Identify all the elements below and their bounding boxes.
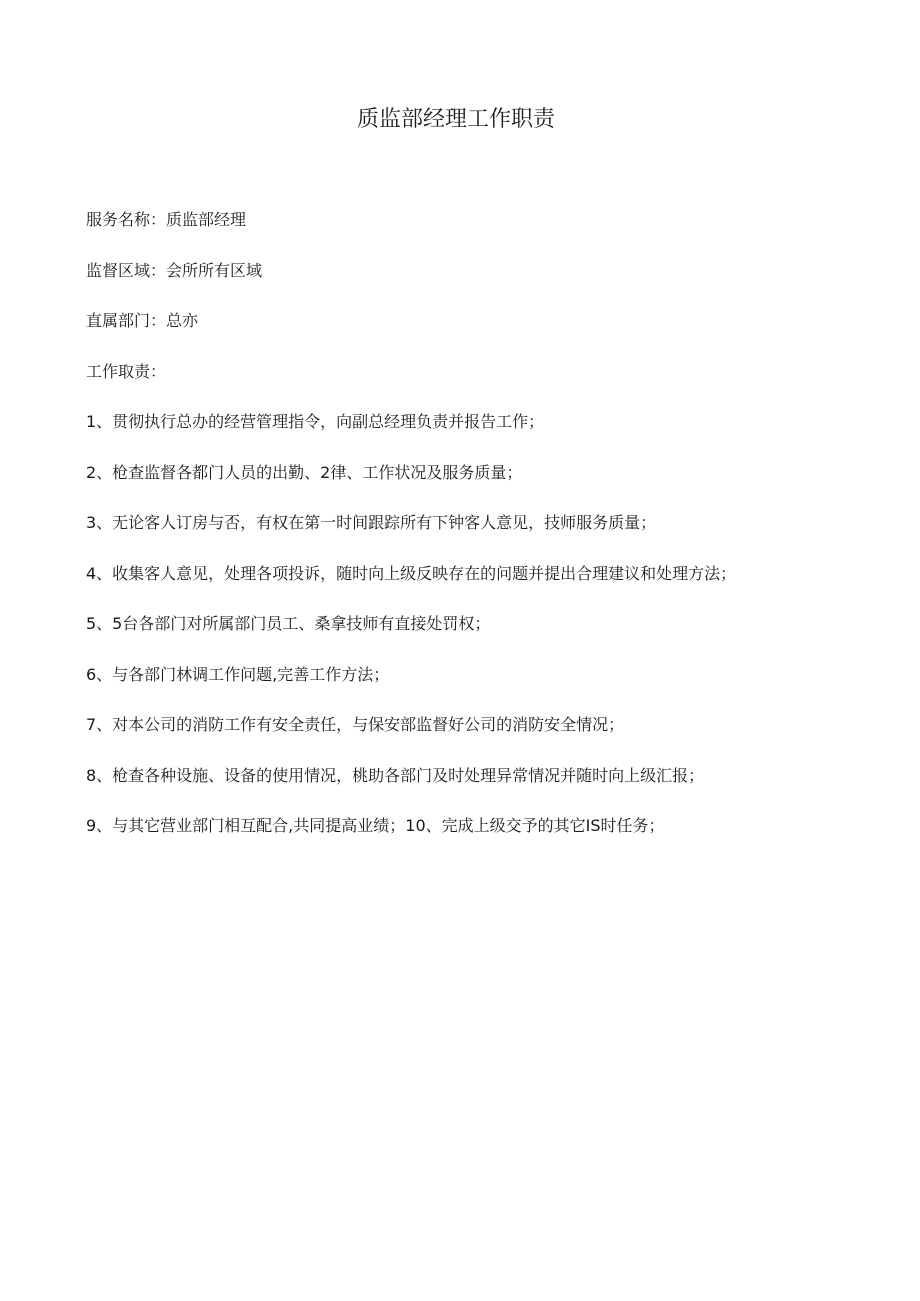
duty-item: 2、枪查监督各都门人员的出勤、2律、工作状况及服务质量； [86, 462, 523, 482]
field-label: 服务名称： [86, 210, 167, 229]
field-service-name [86, 204, 886, 255]
duty-item: 8、枪查各种设施、设备的使用情况，桃助各部门及时处理异常情况并随时向上级汇报； [86, 765, 705, 785]
field-value: 会所所有区域 [166, 260, 263, 280]
field-label: 直属部门： [86, 311, 167, 330]
field-direct-department [86, 305, 886, 356]
duty-item: 1、贯彻执行总办的经营管理指令，向副总经理负责并报告工作； [86, 412, 545, 431]
duty-item: 6、与各部门林调工作问题,完善工作方法； [86, 664, 390, 684]
document-title: 质监部经理工作职责 [356, 107, 555, 132]
duty-item: 7、对本公司的消防工作有安全责任，与保安部监督好公司的消防安全情况； [86, 715, 625, 734]
duty-item: 3、无论客人订房与否，有权在第一时间跟踪所有下钟客人意见，技师服务质量； [86, 513, 657, 532]
duty-item: 5、5台各部门对所属部门员工、桑拿技师有直接处罚权； [86, 614, 491, 633]
duty-item: 9、与其它营业部门相互配合,共同提高业绩；10、完成上级交予的其它IS时任务； [86, 816, 665, 835]
field-label: 监督区域： [86, 260, 167, 280]
field-value: 总亦 [166, 311, 199, 330]
field-value: 质监部经理 [166, 210, 247, 229]
field-supervision-area [86, 255, 886, 306]
document-body [86, 204, 886, 861]
duty-item: 4、收集客人意见，处理各项投诉，随时向上级反映存在的问题并提出合理建议和处理方法； [86, 563, 737, 583]
duties-heading: 工作取责： [86, 361, 167, 381]
